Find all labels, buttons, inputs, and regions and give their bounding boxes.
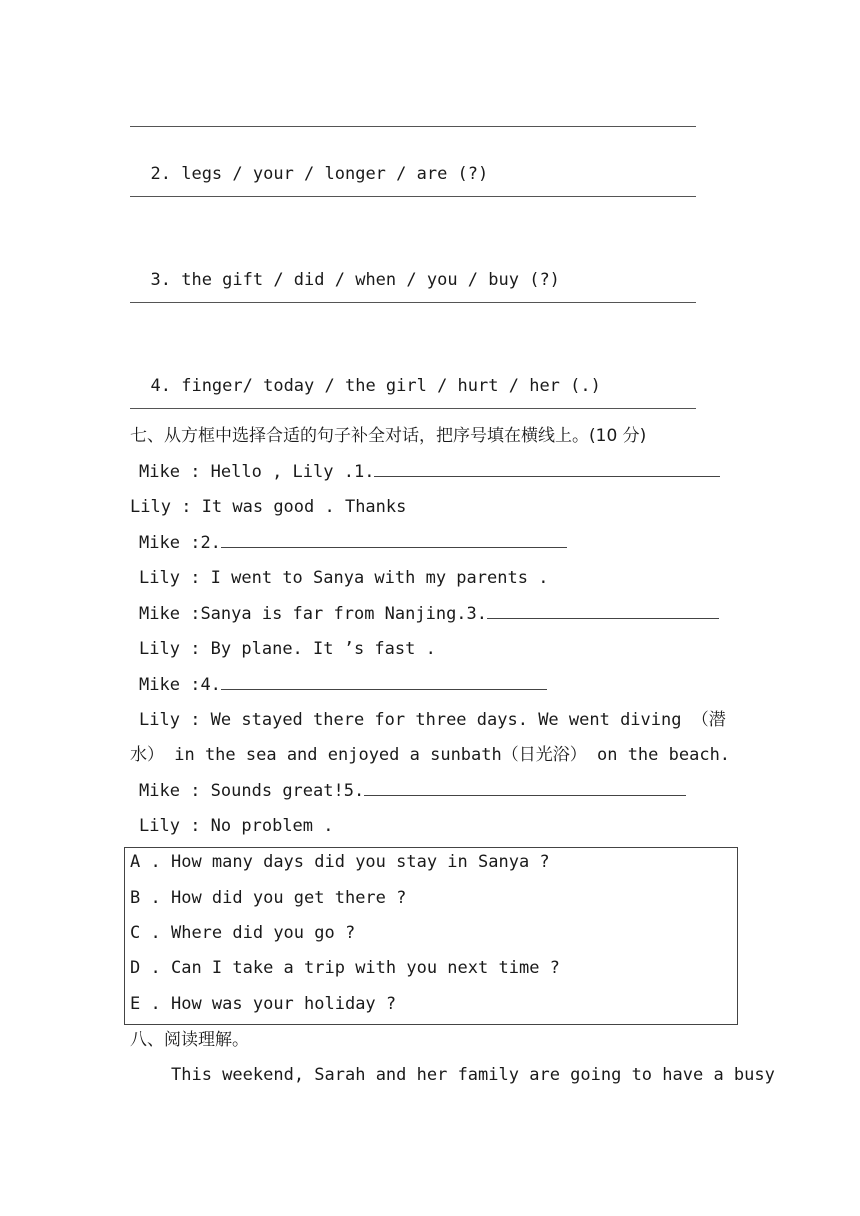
dialogue-text: Sanya is far from Nanjing. — [200, 604, 467, 624]
option-text: Where did you go ? — [170, 923, 356, 943]
speaker: Lily — [139, 710, 180, 730]
dialogue-text: It was good . Thanks — [201, 497, 407, 517]
blank-number: 2. — [200, 533, 221, 553]
dialogue-text: No problem . — [210, 816, 334, 836]
option-letter: D — [130, 958, 141, 978]
option-e: E . How was your holiday ? — [130, 994, 397, 1014]
option-text: Can I take a trip with you next time ? — [170, 958, 560, 978]
dialogue-line-7: Mike :4. — [139, 675, 547, 695]
option-a: A . How many days did you stay in Sanya ? — [130, 852, 550, 872]
speaker: Mike — [139, 675, 180, 695]
option-letter: E — [130, 994, 141, 1014]
question-text: legs / your / longer / are (?) — [181, 164, 489, 184]
dialogue-line-2: Lily : It was good . Thanks — [130, 497, 407, 517]
dialogue-line-1: Mike : Hello , Lily .1. — [139, 462, 720, 482]
blank-number: 4. — [200, 675, 221, 695]
blank-number: 1. — [353, 462, 375, 482]
answer-line-1[interactable] — [130, 126, 696, 127]
option-letter: B — [130, 888, 141, 908]
answer-blank-4[interactable] — [221, 675, 547, 690]
answer-blank-5[interactable] — [364, 781, 686, 796]
option-b: B . How did you get there ? — [130, 888, 407, 908]
speaker: Mike — [139, 462, 180, 482]
question-item-3 — [130, 250, 560, 290]
answer-line-2[interactable] — [130, 196, 696, 197]
dialogue-text: Hello , Lily . — [210, 462, 354, 482]
option-text: How was your holiday ? — [170, 994, 397, 1014]
question-number: 3. — [150, 270, 171, 290]
dialogue-line-5: Mike :Sanya is far from Nanjing.3. — [139, 604, 719, 624]
question-text: the gift / did / when / you / buy (?) — [181, 270, 560, 290]
speaker: Lily — [130, 497, 171, 517]
option-d: D . Can I take a trip with you next time ? — [130, 958, 560, 978]
question-item-2 — [130, 144, 488, 184]
answer-blank-3[interactable] — [487, 604, 719, 619]
dialogue-line-3: Mike :2. — [139, 533, 567, 553]
dialogue-line-11: Lily : No problem . — [139, 816, 334, 836]
dialogue-text: 水） in the sea and enjoyed a sunbath（日光浴） on the beach. — [130, 745, 731, 765]
dialogue-line-10: Mike : Sounds great!5. — [139, 781, 686, 801]
speaker: Lily — [139, 568, 180, 588]
reading-paragraph: This weekend, Sarah and her family are going to have a busy — [171, 1065, 775, 1085]
answer-line-3[interactable] — [130, 302, 696, 303]
option-letter: A — [130, 852, 141, 872]
answer-blank-2[interactable] — [221, 533, 567, 548]
dialogue-text: We stayed there for three days. We went diving （潜 — [210, 710, 726, 730]
option-text: How many days did you stay in Sanya ? — [170, 852, 550, 872]
speaker: Mike — [139, 781, 180, 801]
dialogue-text: I went to Sanya with my parents . — [210, 568, 549, 588]
section-8-heading: 八、阅读理解。 — [130, 1030, 249, 1050]
dialogue-text: By plane. It ’s fast . — [210, 639, 436, 659]
section-7-heading: 七、从方框中选择合适的句子补全对话，把序号填在横线上。(10 分) — [130, 426, 647, 446]
option-text: How did you get there ? — [170, 888, 407, 908]
answer-blank-1[interactable] — [374, 462, 720, 477]
speaker: Lily — [139, 639, 180, 659]
speaker: Mike — [139, 604, 180, 624]
option-c: C . Where did you go ? — [130, 923, 356, 943]
blank-number: 5. — [343, 781, 365, 801]
dialogue-line-6: Lily : By plane. It ’s fast . — [139, 639, 436, 659]
dialogue-line-8: Lily : We stayed there for three days. We went diving （潜 — [139, 710, 726, 730]
dialogue-text: Sounds great! — [210, 781, 344, 801]
answer-line-4[interactable] — [130, 408, 696, 409]
dialogue-line-4: Lily : I went to Sanya with my parents . — [139, 568, 549, 588]
speaker: Lily — [139, 816, 180, 836]
blank-number: 3. — [466, 604, 488, 624]
question-item-4 — [130, 356, 601, 396]
question-number: 4. — [150, 376, 171, 396]
option-letter: C — [130, 923, 141, 943]
question-text: finger/ today / the girl / hurt / her (.) — [181, 376, 601, 396]
dialogue-line-9 — [130, 745, 730, 765]
speaker: Mike — [139, 533, 180, 553]
question-number: 2. — [150, 164, 171, 184]
